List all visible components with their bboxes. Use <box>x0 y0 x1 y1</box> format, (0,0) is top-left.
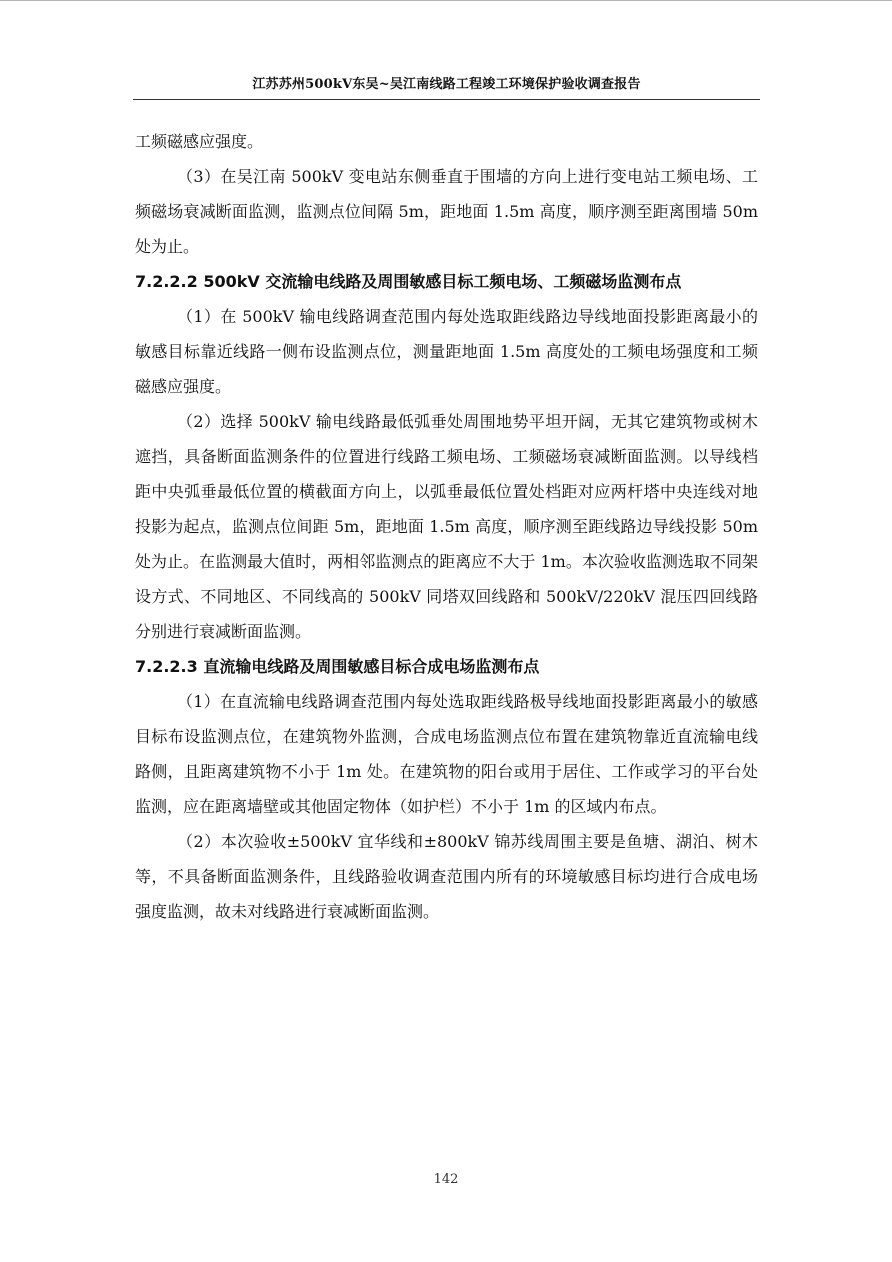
paragraph-continued: 工频磁感应强度。 <box>135 132 264 151</box>
document-header: 江苏苏州500kV东吴~吴江南线路工程竣工环境保护验收调查报告 <box>252 77 641 92</box>
header-divider <box>133 99 760 100</box>
section-heading-7-2-2-2: 7.2.2.2 500kV 交流输电线路及周围敏感目标工频电场、工频磁场监测布点 <box>135 272 682 291</box>
document-body <box>135 124 758 929</box>
paragraph-substation-section-monitoring: （3）在吴江南 500kV 变电站东侧垂直于围墙的方向上进行变电站工频电场、工频磁场衰减断面监测，监测点位间隔 5m，距地面 1.5m 高度，顺序测至距离围墙 50m 处为止。 <box>135 167 758 256</box>
paragraph-dc-no-section-monitoring: （2）本次验收±500kV 宜华线和±800kV 锦苏线周围主要是鱼塘、湖泊、树木等，不具备断面监测条件，且线路验收调查范围内所有的环境敏感目标均进行合成电场强度监测，故未对线路进行衰减断面监测。 <box>135 832 758 921</box>
section-heading-7-2-2-3: 7.2.2.3 直流输电线路及周围敏感目标合成电场监测布点 <box>135 657 540 676</box>
page-number: 142 <box>433 1172 459 1187</box>
paragraph-ac-section-monitoring: （2）选择 500kV 输电线路最低弧垂处周围地势平坦开阔，无其它建筑物或树木遮挡，具备断面监测条件的位置进行线路工频电场、工频磁场衰减断面监测。以导线档距中央弧垂最低位置的横截面方向上，以弧垂最低位置处档距对应两杆塔中央连线对地投影为起点，监测点位间距 5m，距地面 1.5m 高度，顺序测至距线路边导线投影 50m 处为止。在监测最大值时，两相邻监测点的距离应不大于 1m。本次验收监测选取不同架设方式、不同地区、不同线高的 500kV 同塔双回线路和 500kV/220kV 混压四回线路分别进行衰减断面监测。 <box>135 412 758 641</box>
paragraph-dc-sensitive-targets: （1）在直流输电线路调查范围内每处选取距线路极导线地面投影距离最小的敏感目标布设监测点位，在建筑物外监测，合成电场监测点位布置在建筑物靠近直流输电线路侧，且距离建筑物不小于 1m 处。在建筑物的阳台或用于居住、工作或学习的平台处监测，应在距离墙壁或其他固定物体（如护栏）不小于 1m 的区域内布点。 <box>135 692 758 816</box>
top-border-line <box>0 0 892 1</box>
paragraph-ac-sensitive-targets: （1）在 500kV 输电线路调查范围内每处选取距线路边导线地面投影距离最小的敏感目标靠近线路一侧布设监测点位，测量距地面 1.5m 高度处的工频电场强度和工频磁感应强度。 <box>135 307 758 396</box>
